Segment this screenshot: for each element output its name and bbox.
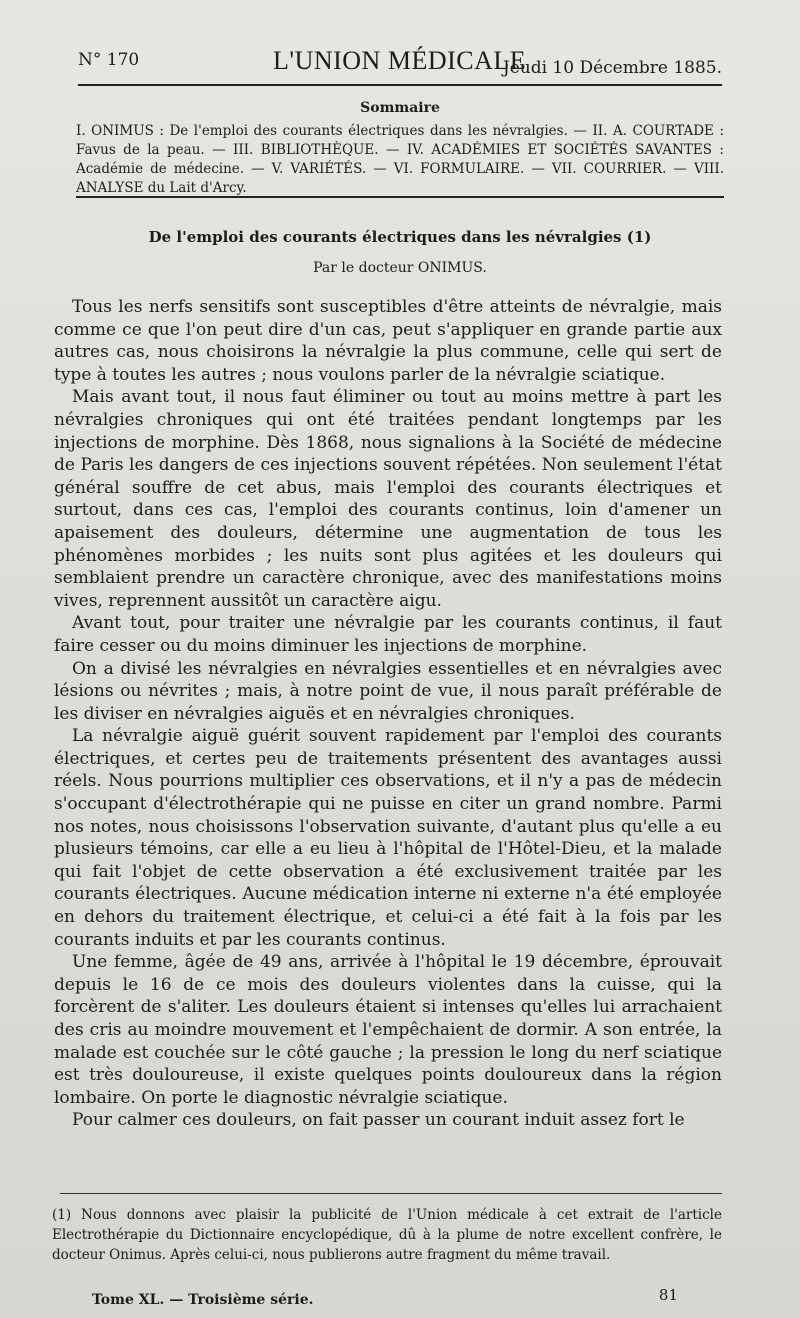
volume-info: Tome XL. — Troisième série. [92, 1292, 314, 1308]
footnote: (1) Nous donnons avec plaisir la publicité de l'Union médicale à cet extrait de l'article Electrothérapie du Dictionnaire encyclopédique, dû à la plume de notre excellent confrère, le docteur Onimus. Après celui-ci, nous publierons autre fragment du même travail. [52, 1207, 722, 1263]
section-divider [76, 196, 724, 198]
sommaire-heading: Sommaire [360, 100, 440, 116]
paragraph: Une femme, âgée de 49 ans, arrivée à l'hôpital le 19 décembre, éprouvait depuis le 16 de ce mois des douleurs violentes dans la cuisse, qui la forcèrent de s'aliter. Les douleurs étaient si intenses qu'elles lui arrachaient des cris au moindre mouvement et l'empêchaient de dormir. A son entrée, la malade est couchée sur le côté gauche ; la pression le long du nerf sciatique est très douloureuse, il existe quelques points douloureux dans la région lombaire. On porte le diagnostic névralgie sciatique. [54, 952, 722, 1108]
paragraph: On a divisé les névralgies en névralgies essentielles et en névralgies avec lésions ou névrites ; mais, à notre point de vue, il nous paraît préférable de les diviser en névralgies aiguës et en névralgies chroniques. [54, 658, 722, 724]
page-number: 81 [658, 1286, 678, 1304]
footnote-divider [60, 1193, 722, 1194]
paragraph: La névralgie aiguë guérit souvent rapidement par l'emploi des courants électriques, et certes peu de traitements présentent des avantages aussi réels. Nous pourrions multiplier ces observations, et il n'y a pas de médecin s'occupant d'électrothérapie qui ne puisse en citer un grand nombre. Parmi nos notes, nous choisissons l'observation suivante, d'autant plus qu'elle a eu plusieurs témoins, car elle a eu lieu à l'hôpital de l'Hôtel-Dieu, et la malade qui fait l'objet de cette observation a été exclusivement traitée par les courants électriques. Aucune médication interne ni externe n'a été employée en dehors du traitement électrique, et celui-ci a été fait à la fois par les courants induits et par les courants continus. [54, 726, 722, 950]
journal-title: L'UNION MÉDICALE [273, 46, 527, 75]
article-body [54, 296, 722, 1132]
paragraph: Tous les nerfs sensitifs sont susceptibles d'être atteints de névralgie, mais comme ce que l'on peut dire d'un cas, peut s'appliquer en grande partie aux autres cas, nous choisirons la névralgie la plus commune, celle qui sert de type à toutes les autres ; nous voulons parler de la névralgie sciatique. [54, 297, 722, 385]
paragraph: Avant tout, pour traiter une névralgie par les courants continus, il faut faire cesser ou du moins diminuer les injections de morphine. [54, 613, 722, 656]
sommaire-contents: I. ONIMUS : De l'emploi des courants électriques dans les névralgies. — II. A. COURTADE : Favus de la peau. — III. BIBLIOTHÈQUE. — IV. ACADÉMIES ET SOCIÉTÉS SAVANTES : Académie de médecine. — V. VARIÉTÉS. — VI. FORMULAIRE. — VII. COURRIER. — VIII. ANALYSE du Lait d'Arcy. [76, 123, 724, 196]
issue-date: Jeudi 10 Décembre 1885. [502, 58, 722, 78]
article-byline: Par le docteur ONIMUS. [313, 260, 487, 276]
page-header [78, 44, 722, 86]
article-title: De l'emploi des courants électriques dans les névralgies (1) [148, 228, 652, 246]
issue-number: N° 170 [78, 50, 140, 70]
paragraph: Mais avant tout, il nous faut éliminer ou tout au moins mettre à part les névralgies chroniques qui ont été traitées pendant longtemps par les injections de morphine. Dès 1868, nous signalions à la Société de médecine de Paris les dangers de ces injections souvent répétées. Non seulement l'état général souffre de cet abus, mais l'emploi des courants électriques et surtout, dans ces cas, l'emploi des courants continus, loin d'amener un apaisement des douleurs, détermine une augmentation de tous les phénomènes morbides ; les nuits sont plus agitées et les douleurs qui semblaient prendre un caractère chronique, avec des manifestations moins vives, reprennent aussitôt un caractère aigu. [54, 387, 722, 611]
paragraph: Pour calmer ces douleurs, on fait passer un courant induit assez fort le [72, 1110, 685, 1131]
